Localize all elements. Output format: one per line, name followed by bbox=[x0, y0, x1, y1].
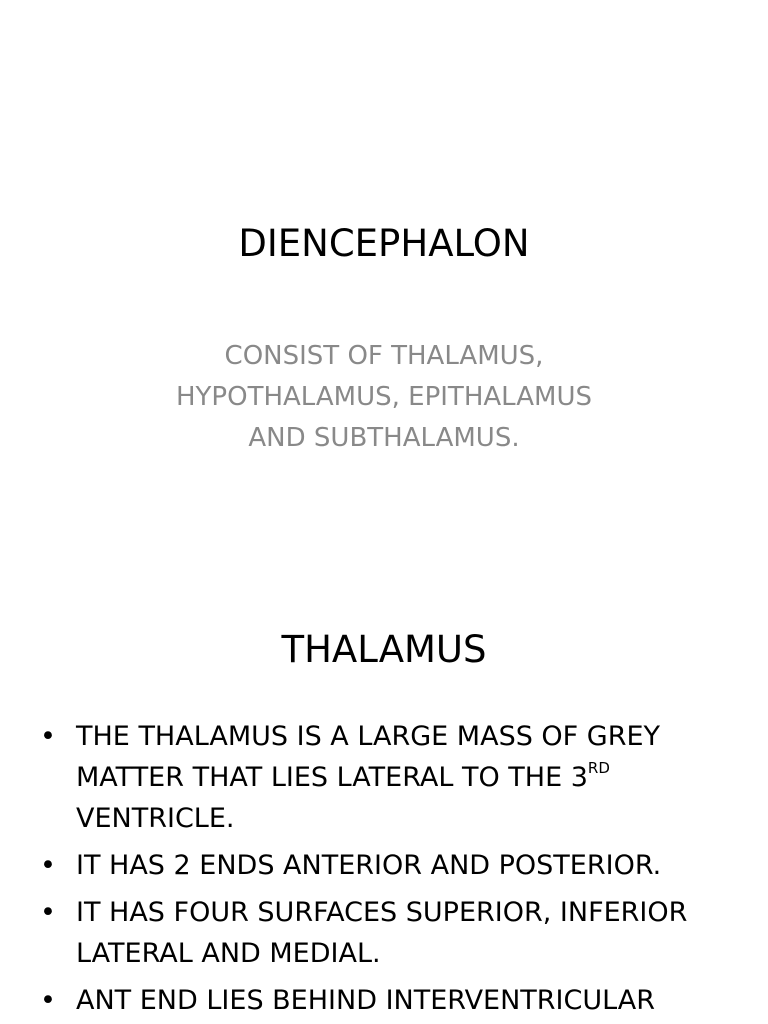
slide-title: DIENCEPHALON bbox=[238, 222, 530, 265]
bullet-dot-icon: • bbox=[40, 985, 56, 1016]
content-slide bbox=[0, 576, 768, 1024]
bullet-item bbox=[38, 980, 738, 1021]
bullet-text-line: IT HAS FOUR SURFACES SUPERIOR, INFERIOR bbox=[76, 897, 688, 928]
bullet-text: MATTER THAT LIES LATERAL TO THE 3 bbox=[76, 762, 588, 793]
slide-title: THALAMUS bbox=[281, 628, 487, 671]
bullet-item bbox=[38, 716, 738, 839]
bullet-text-line: VENTRICLE. bbox=[76, 803, 235, 834]
bullet-text-line: THE THALAMUS IS A LARGE MASS OF GREY bbox=[76, 721, 661, 752]
subtitle-line: CONSIST OF THALAMUS, bbox=[224, 341, 544, 371]
subtitle-line: HYPOTHALAMUS, EPITHALAMUS bbox=[176, 382, 592, 412]
bullet-list bbox=[38, 716, 738, 1024]
bullet-dot-icon: • bbox=[40, 897, 56, 928]
bullet-text-line: ANT END LIES BEHIND INTERVENTRICULAR bbox=[76, 985, 656, 1016]
bullet-text-line: IT HAS 2 ENDS ANTERIOR AND POSTERIOR. bbox=[76, 850, 662, 881]
bullet-text-line bbox=[76, 757, 738, 798]
bullet-dot-icon: • bbox=[40, 721, 56, 752]
ordinal-superscript: RD bbox=[587, 759, 610, 777]
bullet-item bbox=[38, 892, 738, 974]
bullet-dot-icon: • bbox=[40, 850, 56, 881]
slide-subtitle bbox=[144, 336, 624, 459]
subtitle-line: AND SUBTHALAMUS. bbox=[248, 423, 520, 453]
bullet-text-line: LATERAL AND MEDIAL. bbox=[76, 938, 381, 969]
bullet-item bbox=[38, 845, 738, 886]
